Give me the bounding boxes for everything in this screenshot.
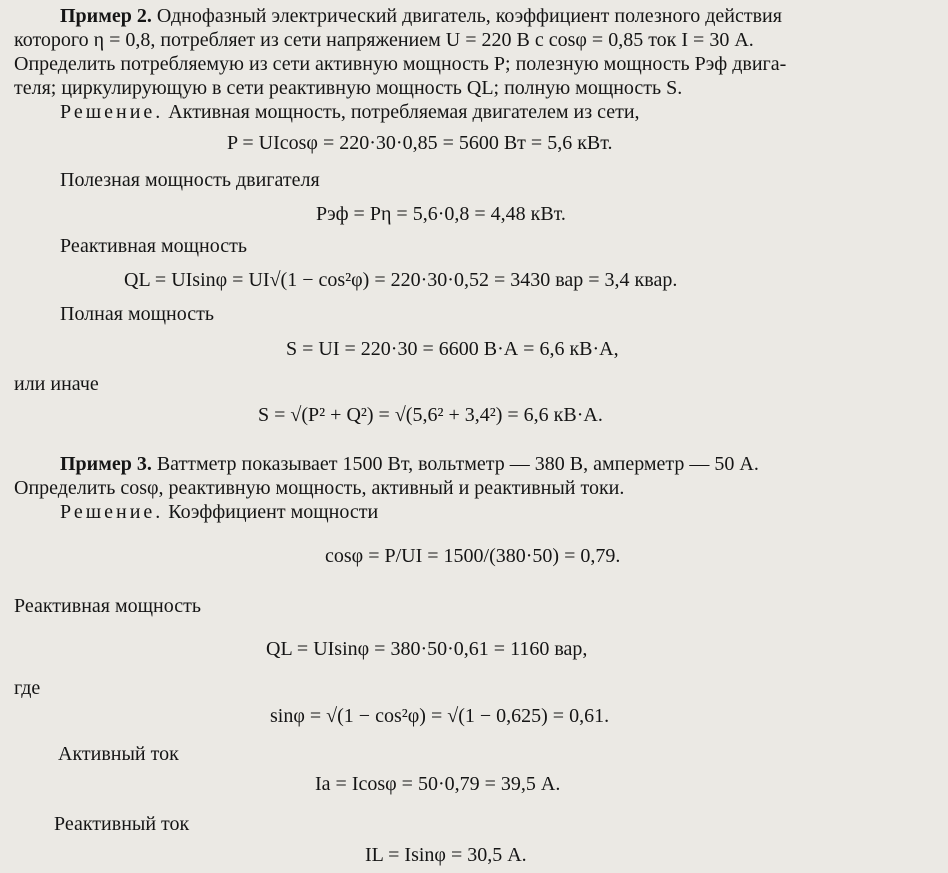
example2-text-line3: Определить потребляемую из сети активную мощность P; полезную мощность Pэф двига- (14, 53, 787, 75)
formula-reactive-power-2: QL = UIsinφ = 380·50·0,61 = 1160 вар, (266, 638, 588, 660)
solution-intro: Коэффициент мощности (168, 501, 379, 523)
label-or-otherwise: или иначе (14, 373, 99, 395)
label-reactive-current: Реактивный ток (54, 813, 190, 835)
example3-title: Пример 3. (60, 453, 152, 475)
formula-full-power: S = UI = 220·30 = 6600 В·А = 6,6 кВ·А, (286, 338, 619, 360)
label-where: где (14, 677, 41, 699)
formula-reactive-power: QL = UIsinφ = UI√(1 − cos²φ) = 220·30·0,52 = 3430 вар = 3,4 квар. (124, 269, 678, 291)
label-useful-power: Полезная мощность двигателя (60, 169, 320, 191)
solution-label: Решение. (60, 501, 164, 523)
formula-useful-power: Pэф = Pη = 5,6·0,8 = 4,48 кВт. (316, 203, 566, 225)
formula-active-power: P = UIcosφ = 220·30·0,85 = 5600 Вт = 5,6 кВт. (227, 132, 613, 154)
example2-line1 (60, 4, 782, 28)
label-full-power: Полная мощность (60, 303, 214, 325)
solution-intro: Активная мощность, потребляемая двигателем из сети, (168, 101, 640, 123)
solution-label: Решение. (60, 101, 164, 123)
example2-text-line4: теля; циркулирующую в сети реактивную мощность QL; полную мощность S. (14, 77, 683, 99)
example3-line1 (60, 452, 759, 476)
label-reactive-power-2: Реактивная мощность (14, 595, 201, 617)
formula-active-current: Iа = Icosφ = 50·0,79 = 39,5 А. (315, 773, 561, 795)
example3-solution-line (60, 500, 378, 524)
example3-text-line2: Определить cosφ, реактивную мощность, активный и реактивный токи. (14, 477, 625, 499)
formula-power-factor: cosφ = P/UI = 1500/(380·50) = 0,79. (325, 545, 621, 567)
example3-text-line1: Ваттметр показывает 1500 Вт, вольтметр — 380 В, амперметр — 50 А. (156, 453, 759, 475)
label-reactive-power: Реактивная мощность (60, 235, 247, 257)
formula-reactive-current: IL = Isinφ = 30,5 А. (365, 844, 527, 866)
formula-full-power-alt: S = √(P² + Q²) = √(5,6² + 3,4²) = 6,6 кВ·А. (258, 404, 603, 426)
label-active-current: Активный ток (58, 743, 179, 765)
example2-text-line2: которого η = 0,8, потребляет из сети напряжением U = 220 В с cosφ = 0,85 ток I = 30 А. (14, 29, 754, 51)
example2-text-line1: Однофазный электрический двигатель, коэффициент полезного действия (156, 5, 782, 27)
formula-sin: sinφ = √(1 − cos²φ) = √(1 − 0,625) = 0,61. (270, 705, 610, 727)
example2-title: Пример 2. (60, 5, 152, 27)
example2-solution-line (60, 100, 640, 124)
